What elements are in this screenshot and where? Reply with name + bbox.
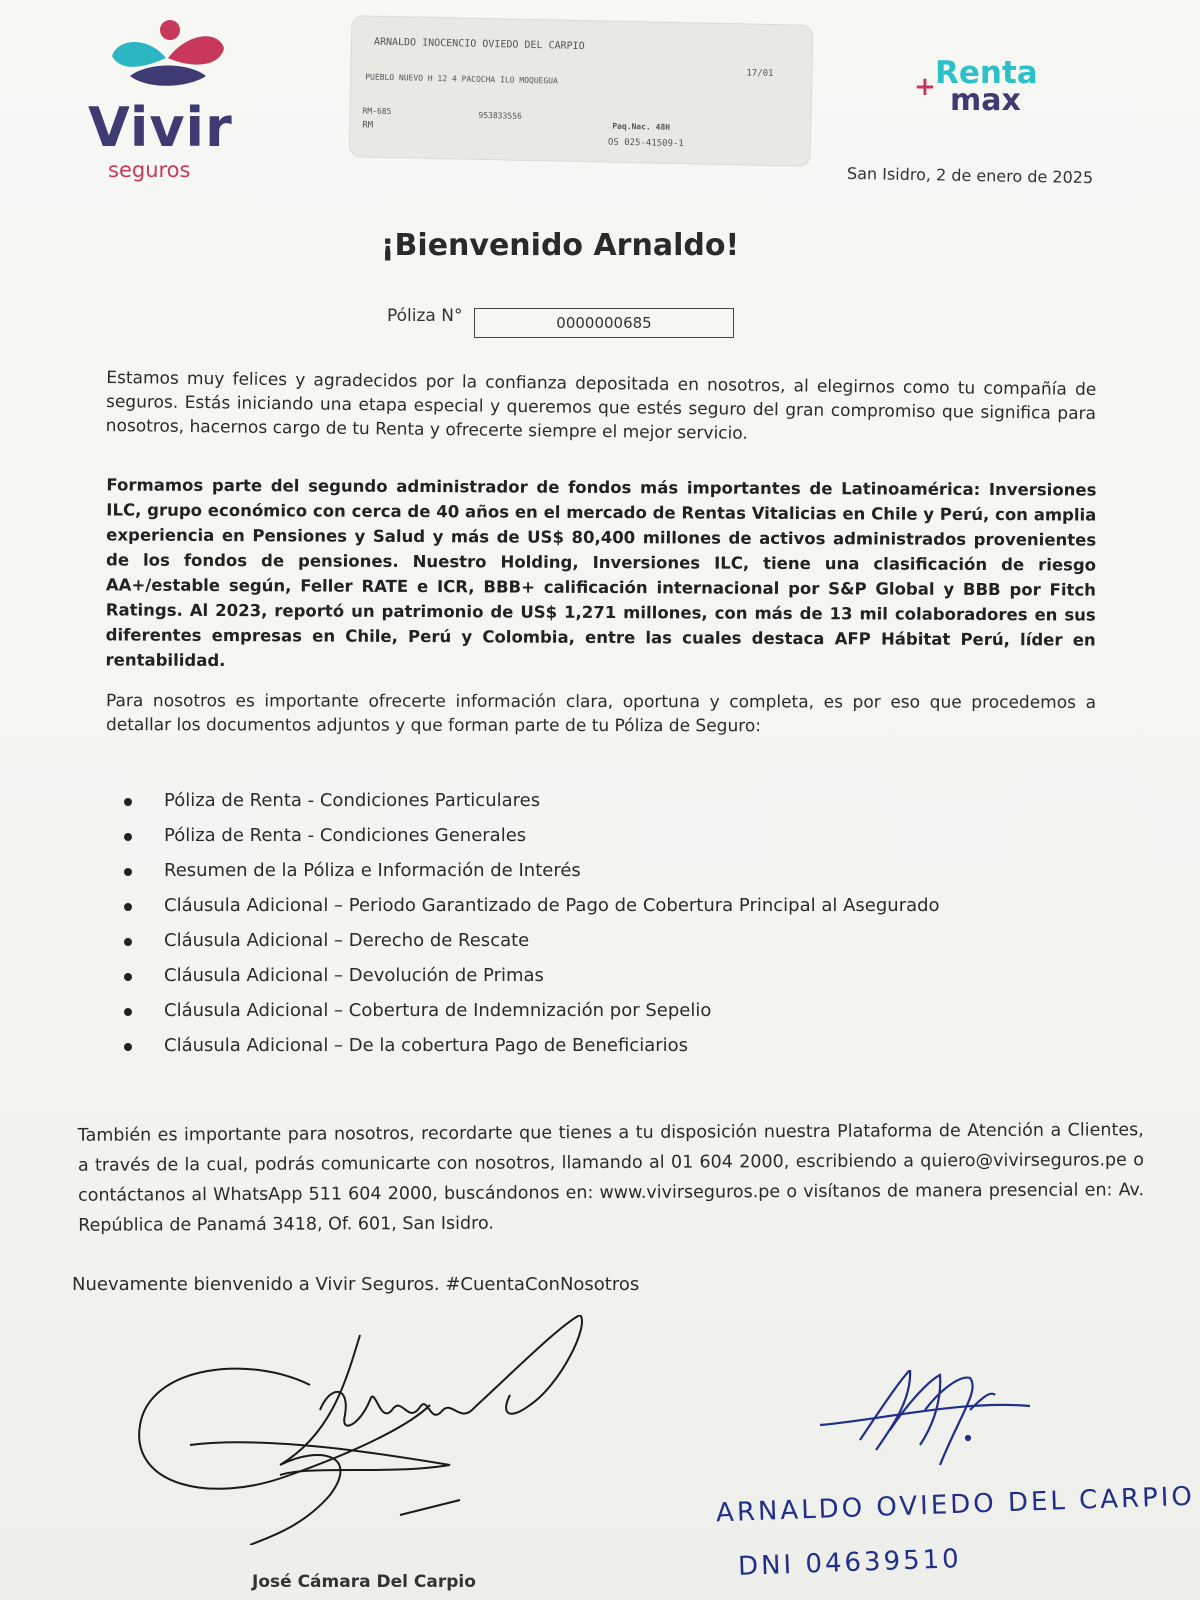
letter-date: San Isidro, 2 de enero de 2025 [846, 163, 1094, 188]
package-type: Paq.Nac. 48H [612, 121, 671, 132]
documents-list [118, 788, 940, 1068]
recipient-address: PUEBLO NUEVO H 12 4 PACOCHA ILO MOQUEGUA [365, 72, 558, 86]
rentamax-logo-max: max [950, 83, 1021, 118]
page-title: ¡Bienvenido Arnaldo! [380, 228, 740, 263]
label-code: 17/01 [746, 68, 774, 80]
policy-number: 0000000685 [474, 308, 734, 338]
list-item: Cláusula Adicional – Periodo Garantizado de Pago de Cobertura Principal al Asegurado [118, 893, 940, 928]
list-item: Cláusula Adicional – De la cobertura Pago de Beneficiarios [118, 1033, 940, 1068]
client-handwritten-name: ARNALDO OVIEDO DEL CARPIO [715, 1481, 1196, 1529]
client-signature [820, 1370, 1050, 1480]
label-ref: RM-685 [362, 106, 392, 117]
list-item: Cláusula Adicional – Devolución de Primas [118, 963, 940, 998]
group-paragraph: Formamos parte del segundo administrador de fondos más importantes de Latinoamérica: Inversiones ILC, grupo económico con cerca de 40 años en el mercado de Rentas Vitalicias en Chile y Perú, con amplia experiencia en Pensiones y Salud y más de US$ 80,400 millones de activos administrados provenientes de los fondos de pensiones. Nuestro Holding, Inversiones ILC, tiene una clasificación de riesgo AA+/estable según, Feller RATE e ICR, BBB+ calificación internacional por S&P Global y BBB por Fitch Ratings. Al 2023, reportó un patrimonio de US$ 1,271 millones, con más de 13 mil colaboradores en sus diferentes empresas en Chile, Perú y Colombia, entre las cuales destaca AFP Hábitat Perú, líder en rentabilidad. [105, 475, 1097, 671]
logo-wordmark: Vivir [88, 96, 233, 159]
label-ref-2: RM [362, 120, 374, 131]
list-item: Póliza de Renta - Condiciones Particulares [118, 788, 940, 823]
logo-subtitle: seguros [108, 158, 191, 182]
vivir-logo-icon [108, 18, 228, 98]
list-item: Resumen de la Póliza e Información de Interés [118, 858, 940, 893]
order-number: OS 025-41509-1 [607, 137, 684, 150]
list-item: Cláusula Adicional – Derecho de Rescate [118, 928, 940, 963]
rentamax-logo-renta: Renta [935, 55, 1038, 91]
documents-intro-paragraph: Para nosotros es importante ofrecerte información clara, oportuna y completa, es por eso que procedemos a detallar los documentos adjuntos y que forman parte de tu Póliza de Seguro: [105, 691, 1097, 737]
rentamax-logo-plus: + [914, 72, 936, 102]
contact-paragraph: También es importante para nosotros, recordarte que tienes a tu disposición nuestra Plataforma de Atención a Clientes, a través de la cual, podrás comunicarte con nosotros, llamando al 01 604 2000, escribiendo a quiero@vivirseguros.pe o contáctanos al WhatsApp 511 604 2000, buscándonos en: www.vivirseguros.pe o visítanos de manera presencial en: Av. República de Panamá 3418, Of. 601, San Isidro. [77, 1120, 1145, 1236]
recipient-name: ARNALDO INOCENCIO OVIEDO DEL CARPIO [373, 36, 585, 53]
company-signature [130, 1315, 610, 1545]
policy-label: Póliza N° [387, 306, 463, 326]
recipient-phone: 953833556 [478, 110, 522, 121]
closing-line: Nuevamente bienvenido a Vivir Seguros. #CuentaConNosotros [72, 1274, 640, 1295]
company-signer-name: José Cámara Del Carpio [252, 1572, 476, 1592]
client-handwritten-dni: DNI 04639510 [737, 1544, 963, 1582]
intro-paragraph: Estamos muy felices y agradecidos por la confianza depositada en nosotros, al elegirnos como tu compañía de seguros. Estás iniciando una etapa especial y queremos que estés seguro del gran compromiso que significa para nosotros, hacernos cargo de tu Renta y ofrecerte siempre el mejor servicio. [105, 367, 1097, 444]
list-item: Cláusula Adicional – Cobertura de Indemnización por Sepelio [118, 998, 940, 1033]
list-item: Póliza de Renta - Condiciones Generales [118, 823, 940, 858]
address-label [349, 15, 814, 167]
